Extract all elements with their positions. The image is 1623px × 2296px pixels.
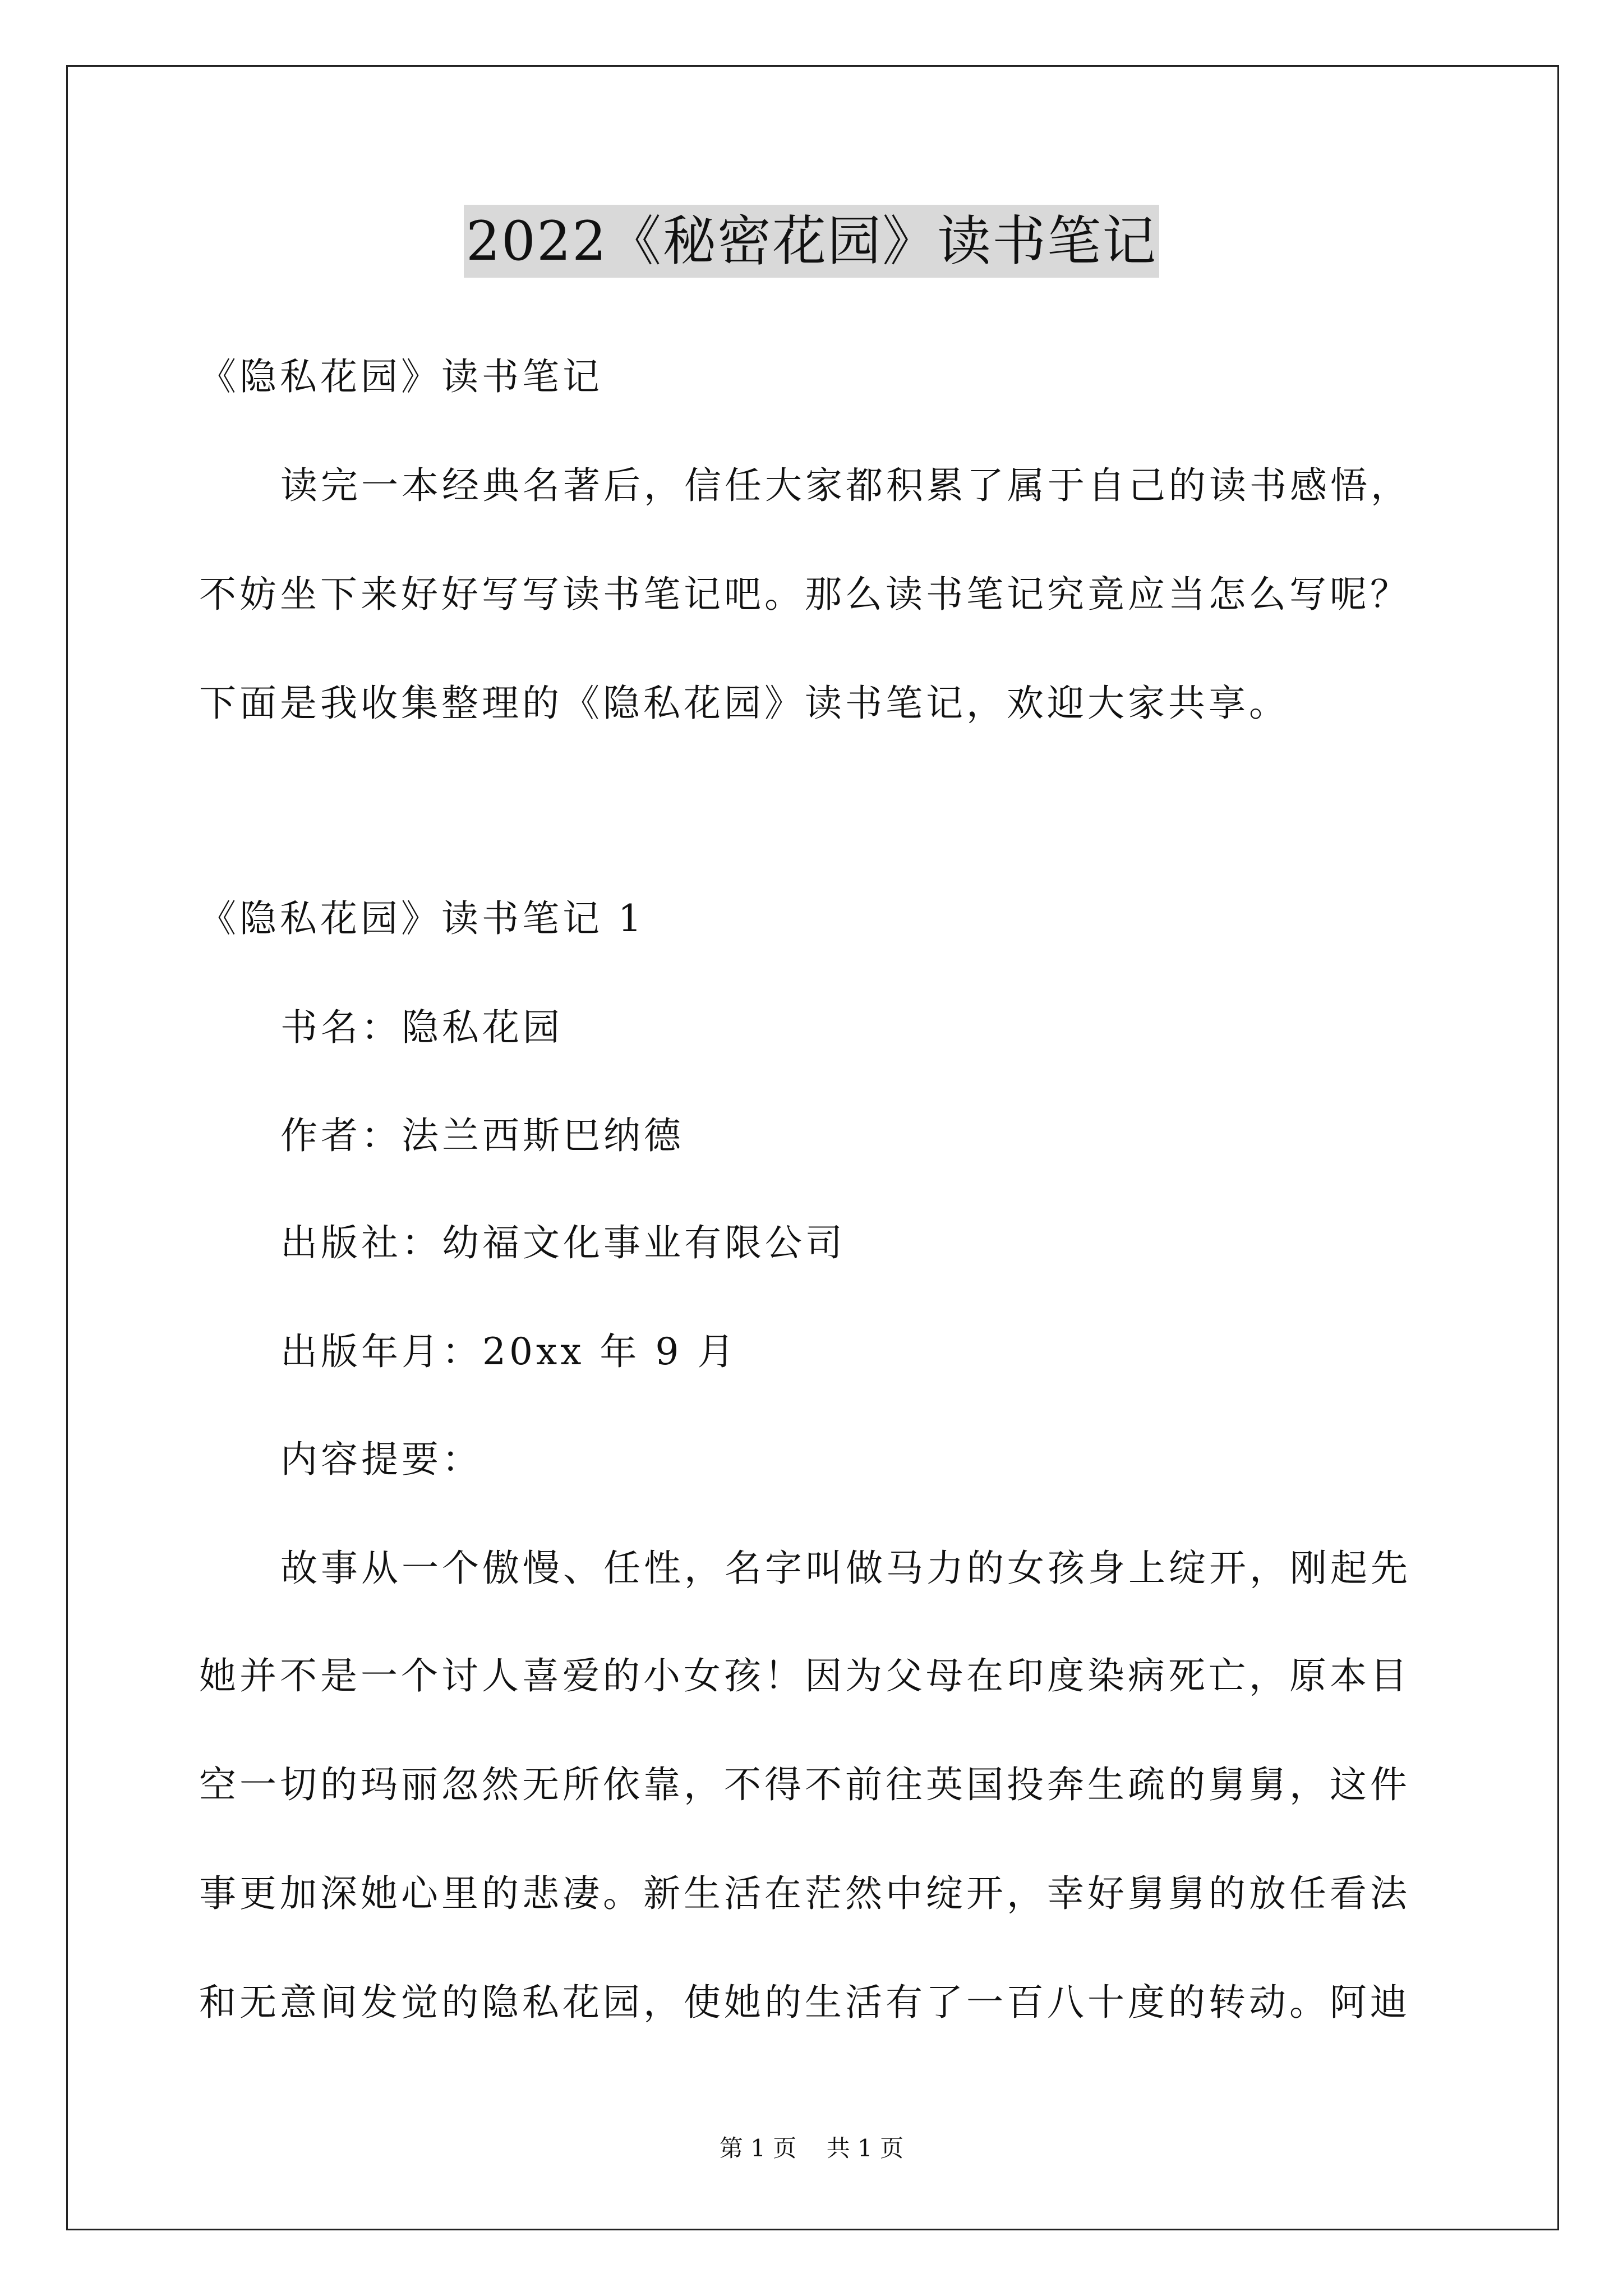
intro-line-3: 下面是我收集整理的《隐私花园》读书笔记，欢迎大家共享。 <box>199 682 1289 725</box>
summary-line-5: 和无意间发觉的隐私花园，使她的生活有了一百八十度的转动。阿迪 <box>199 1981 1410 2024</box>
summary-line-2: 她并不是一个讨人喜爱的小女孩！因为父母在印度染病死亡，原本目 <box>199 1654 1410 1697</box>
section-heading: 《隐私花园》读书笔记 1 <box>199 897 645 940</box>
book-info-author: 作者：法兰西斯巴纳德 <box>280 1114 684 1157</box>
subtitle: 《隐私花园》读书笔记 <box>199 355 603 398</box>
book-info-date: 出版年月：20xx 年 9 月 <box>280 1330 738 1373</box>
intro-line-1: 读完一本经典名著后，信任大家都积累了属于自己的读书感悟， <box>280 464 1411 507</box>
summary-line-4: 事更加深她心里的悲凄。新生活在茫然中绽开，幸好舅舅的放任看法 <box>199 1872 1410 1915</box>
book-info-title: 书名：隐私花园 <box>280 1006 563 1049</box>
page-footer: 第 1 页 共 1 页 <box>719 2134 904 2162</box>
intro-line-2: 不妨坐下来好好写写读书笔记吧。那么读书笔记究竟应当怎么写呢？ <box>199 573 1410 616</box>
summary-line-3: 空一切的玛丽忽然无所依靠，不得不前往英国投奔生疏的舅舅，这件 <box>199 1763 1410 1806</box>
book-info-publisher: 出版社：幼福文化事业有限公司 <box>280 1221 846 1264</box>
document-title: 2022《秘密花园》读书笔记 <box>464 205 1159 278</box>
summary-line-1: 故事从一个傲慢、任性，名字叫做马力的女孩身上绽开，刚起先 <box>280 1547 1411 1590</box>
book-info-summary-label: 内容提要： <box>280 1438 482 1481</box>
title-container <box>0 205 1623 278</box>
